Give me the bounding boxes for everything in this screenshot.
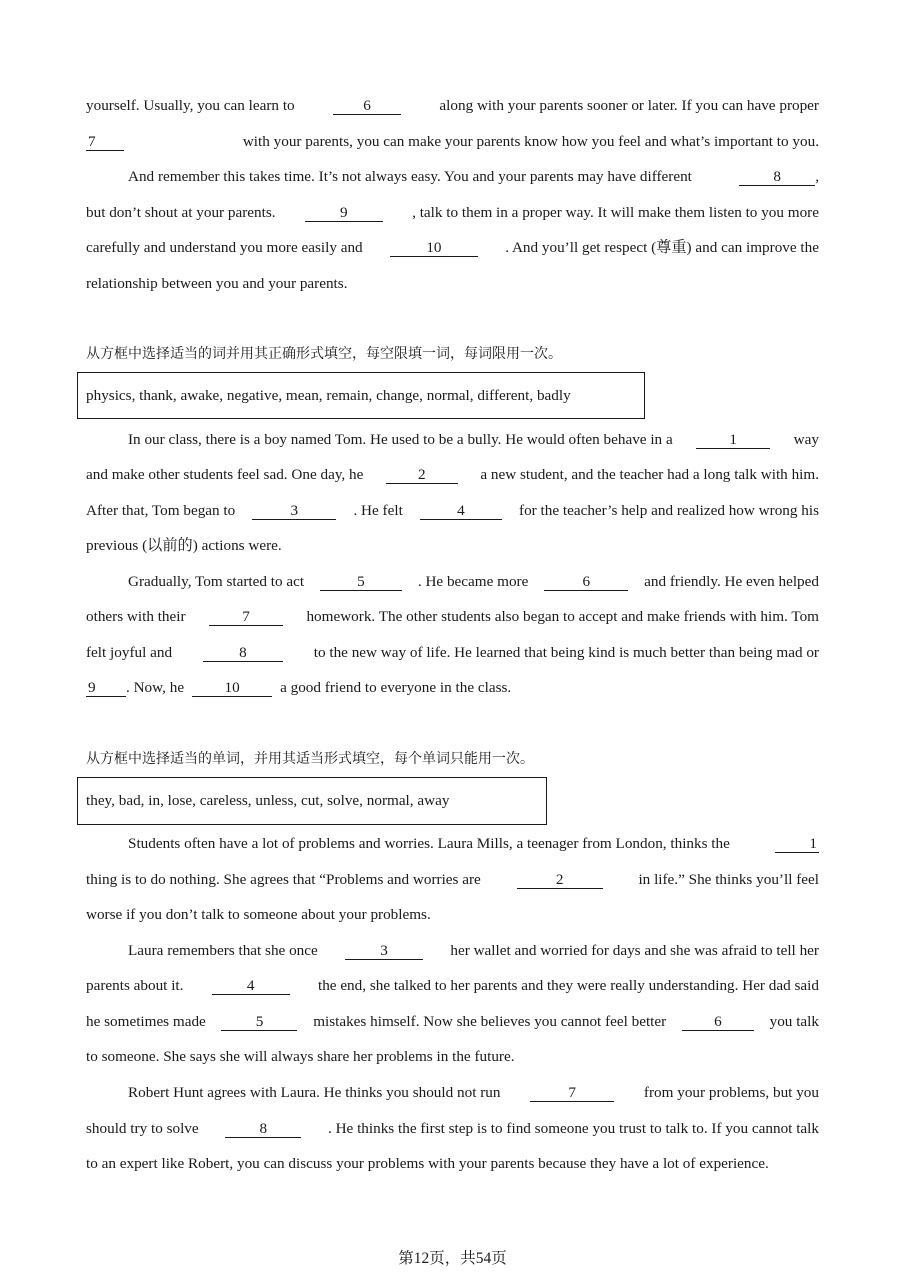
section-2-word-box [77,372,645,419]
text-line: relationship between you and your parents. [86,275,348,292]
blank-7: 7 [530,1085,614,1102]
section-2-instruction: 从方框中选择适当的词并用其正确形式填空，每空限填一词，每词限用一次。 [86,346,562,362]
text-line: parents about it. 4 the end, she talked to her parents and they were really understanding. Her dad said [86,977,819,994]
blank-3: 3 [345,943,423,960]
text-line: to an expert like Robert, you can discuss your problems with your parents because they have a lot of experience. [86,1155,769,1172]
blank-3: 3 [252,503,336,520]
word-box-text: physics, thank, awake, negative, mean, remain, change, normal, different, badly [86,386,571,404]
blank-9: 9 [86,680,126,697]
text-line: 7 with your parents, you can make your parents know how you feel and what’s important to you. [88,133,819,150]
text-line: 9 . Now, he 10 a good friend to everyone in the class. [88,679,512,696]
blank-2: 2 [386,467,458,484]
page-number: 第12页，共54页 [398,1250,507,1267]
blank-6: 6 [682,1014,754,1031]
text-line: should try to solve 8 . He thinks the first step is to find someone you trust to talk to. If you cannot talk [86,1120,819,1137]
word-box-text: they, bad, in, lose, careless, unless, cut, solve, normal, away [86,792,450,809]
text-line: Gradually, Tom started to act 5 . He became more 6 and friendly. He even helped [128,573,819,590]
text-line: After that, Tom began to 3 . He felt 4 for the teacher’s help and realized how wrong his [86,502,819,519]
text-line: Robert Hunt agrees with Laura. He thinks you should not run 7 from your problems, but you [128,1084,819,1101]
blank-1: 1 [775,836,819,853]
blank-7: 7 [209,609,283,626]
section-3-instruction: 从方框中选择适当的单词，并用其适当形式填空，每个单词只能用一次。 [86,751,534,767]
blank-8: 8 [739,169,815,186]
text-line: In our class, there is a boy named Tom. He used to be a bully. He would often behave in a 1 way [128,431,819,448]
text-line: worse if you don’t talk to someone about your problems. [86,906,431,923]
blank-1: 1 [696,432,770,449]
text-line: thing is to do nothing. She agrees that “Problems and worries are 2 in life.” She thinks you’ll feel [86,871,819,888]
text-line: And remember this takes time. It’s not always easy. You and your parents may have different 8 , [128,168,819,185]
text-line: carefully and understand you more easily and 10 . And you’ll get respect (尊重) and can improve the [86,239,819,256]
text-line: but don’t shout at your parents. 9 , talk to them in a proper way. It will make them listen to you more [86,204,819,221]
blank-4: 4 [212,978,290,995]
blank-8: 8 [225,1121,301,1138]
blank-2: 2 [517,872,603,889]
blank-8: 8 [203,645,283,662]
text-line: Students often have a lot of problems and worries. Laura Mills, a teenager from London, thinks the 1 [128,835,817,852]
text-line: yourself. Usually, you can learn to 6 along with your parents sooner or later. If you can have proper [86,97,819,114]
text-line: Laura remembers that she once 3 her wallet and worried for days and she was afraid to tell her [128,942,819,959]
blank-6: 6 [544,574,628,591]
blank-10: 10 [390,240,478,257]
blank-5: 5 [320,574,402,591]
blank-5: 5 [221,1014,297,1031]
blank-6: 6 [333,98,401,115]
blank-7: 7 [86,134,124,151]
text-line: to someone. She says she will always share her problems in the future. [86,1048,515,1065]
section-3-word-box [77,777,547,825]
text-line: previous (以前的) actions were. [86,537,282,554]
text-line: felt joyful and 8 to the new way of life. He learned that being kind is much better than being mad or [86,644,819,661]
text-line: others with their 7 homework. The other students also began to accept and make friends with him. Tom [86,608,819,625]
text-line: he sometimes made 5 mistakes himself. Now she believes you cannot feel better 6 you talk [86,1013,819,1030]
blank-10: 10 [192,680,272,697]
text-line: and make other students feel sad. One day, he 2 a new student, and the teacher had a long talk with him. [86,466,819,483]
blank-4: 4 [420,503,502,520]
blank-9: 9 [305,205,383,222]
